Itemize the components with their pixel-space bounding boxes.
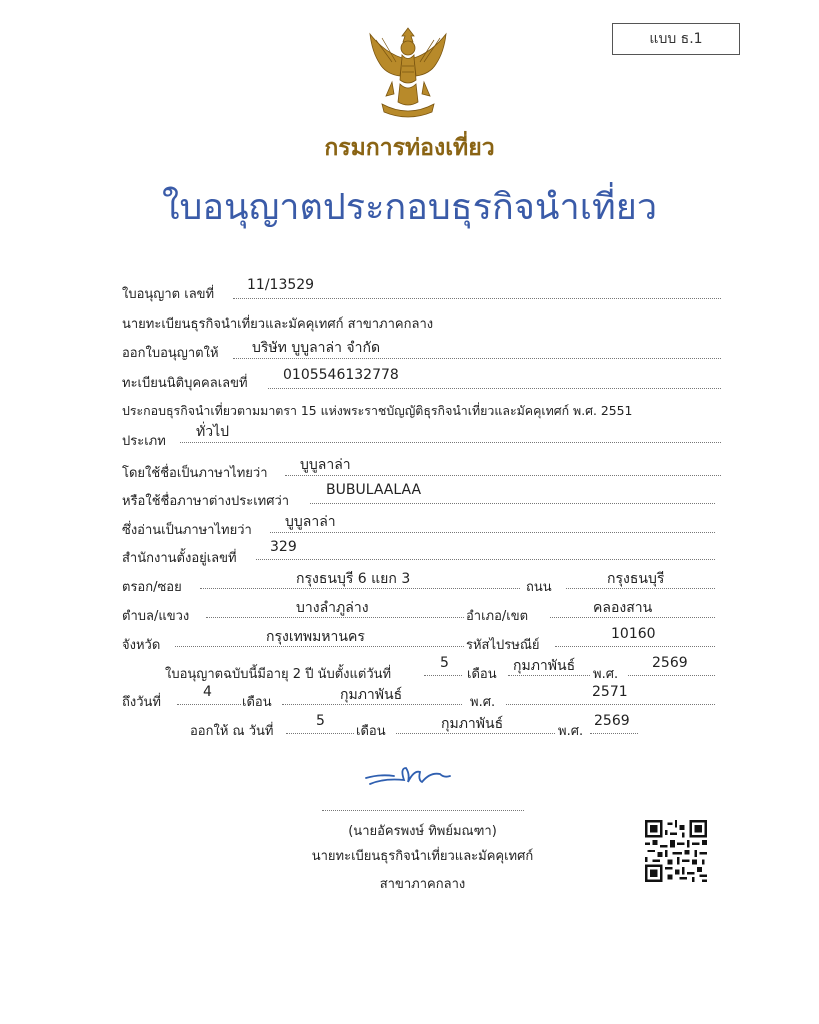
- office-no-label: สำนักงานตั้งอยู่เลขที่: [122, 551, 237, 566]
- postcode-label: รหัสไปรษณีย์: [466, 638, 540, 653]
- dotted-line: [270, 532, 715, 533]
- issue-month-value: กุมภาพันธ์: [441, 716, 504, 732]
- read-as-label: ซึ่งอ่านเป็นภาษาไทยว่า: [122, 523, 252, 538]
- dotted-line: [590, 733, 638, 734]
- form-code-box: [612, 23, 740, 55]
- registrar-line: นายทะเบียนธุรกิจนำเที่ยวและมัคคุเทศก์ สาขาภาคกลาง: [122, 317, 434, 332]
- end-month-label: เดือน: [242, 695, 272, 710]
- province-value: กรุงเทพมหานคร: [266, 629, 365, 645]
- signatory-name: (นายอัครพงษ์ ทิพย์มณฑา): [348, 824, 497, 839]
- issue-month-label: เดือน: [356, 724, 386, 739]
- license-title: ใบอนุญาตประกอบธุรกิจนำเที่ยว: [161, 187, 658, 228]
- road-label: ถนน: [526, 580, 552, 595]
- dotted-line: [555, 646, 715, 647]
- alley-value: กรุงธนบุรี 6 แยก 3: [296, 571, 411, 587]
- end-year-label: พ.ศ.: [470, 695, 496, 710]
- dotted-line: [628, 675, 715, 676]
- signature-icon: [360, 760, 455, 788]
- thai-name-label: โดยใช้ชื่อเป็นภาษาไทยว่า: [122, 466, 268, 481]
- office-no-value: 329: [270, 539, 297, 555]
- dotted-line: [424, 675, 462, 676]
- thai-name-value: บูบูลาล่า: [300, 457, 351, 473]
- juristic-no-label: ทะเบียนนิติบุคคลเลขที่: [122, 376, 248, 391]
- issue-year-value: 2569: [594, 713, 630, 729]
- dotted-line: [256, 559, 715, 560]
- issue-year-label: พ.ศ.: [558, 724, 584, 739]
- read-as-value: บูบูลาล่า: [285, 514, 336, 530]
- end-month-value: กุมภาพันธ์: [340, 687, 403, 703]
- signatory-branch: สาขาภาคกลาง: [379, 877, 466, 892]
- dotted-line: [177, 704, 241, 705]
- end-year-value: 2571: [592, 684, 628, 700]
- business-type-label: ประเภท: [122, 434, 166, 449]
- foreign-name-label: หรือใช้ชื่อภาษาต่างประเทศว่า: [122, 494, 290, 509]
- act-line: ประกอบธุรกิจนำเที่ยวตามมาตรา 15 แห่งพระราชบัญญัติธุรกิจนำเที่ยวและมัคคุเทศก์ พ.ศ. 2551: [122, 403, 633, 418]
- dotted-line: [310, 503, 715, 504]
- dotted-line: [268, 388, 721, 389]
- start-month-value: กุมภาพันธ์: [513, 658, 576, 674]
- qr-code-icon: [645, 820, 707, 882]
- department-name: กรมการท่องเที่ยว: [324, 135, 495, 161]
- subdistrict-value: บางลำภูล่าง: [296, 600, 369, 616]
- road-value: กรุงธนบุรี: [607, 571, 665, 587]
- signature-line: [322, 810, 524, 811]
- business-type-value: ทั่วไป: [196, 424, 230, 440]
- province-label: จังหวัด: [122, 638, 161, 653]
- alley-label: ตรอก/ซอย: [122, 580, 182, 595]
- dotted-line: [233, 298, 721, 299]
- foreign-name-value: BUBULAALAA: [326, 482, 422, 498]
- postcode-value: 10160: [611, 626, 656, 642]
- license-no-value: 11/13529: [247, 277, 315, 293]
- dotted-line: [180, 442, 721, 443]
- form-code: แบบ ธ.1: [649, 31, 703, 47]
- start-month-label: เดือน: [467, 667, 497, 682]
- subdistrict-label: ตำบล/แขวง: [122, 609, 190, 624]
- validity-label: ใบอนุญาตฉบับนี้มีอายุ 2 ปี นับตั้งแต่วันที่: [165, 667, 392, 682]
- district-value: คลองสาน: [593, 600, 653, 616]
- juristic-no-value: 0105546132778: [283, 367, 399, 383]
- garuda-emblem-icon: [362, 22, 454, 124]
- issued-to-value: บริษัท บูบูลาล่า จำกัด: [252, 340, 381, 356]
- end-day-value: 4: [203, 684, 212, 700]
- start-year-label: พ.ศ.: [593, 667, 619, 682]
- license-no-label: ใบอนุญาต เลขที่: [122, 287, 215, 302]
- issued-on-label: ออกให้ ณ วันที่: [190, 724, 274, 739]
- start-year-value: 2569: [652, 655, 688, 671]
- issue-day-value: 5: [316, 713, 325, 729]
- issued-to-label: ออกใบอนุญาตให้: [122, 346, 219, 361]
- district-label: อำเภอ/เขต: [466, 609, 529, 624]
- until-label: ถึงวันที่: [122, 695, 161, 710]
- start-day-value: 5: [440, 655, 449, 671]
- signatory-position: นายทะเบียนธุรกิจนำเที่ยวและมัคคุเทศก์: [311, 849, 534, 864]
- dotted-line: [506, 704, 715, 705]
- dotted-line: [286, 733, 354, 734]
